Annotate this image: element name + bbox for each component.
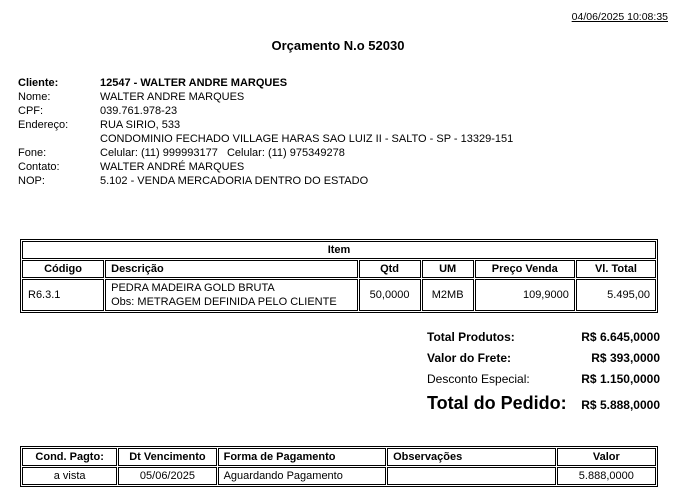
item-row: [22, 279, 656, 311]
col-header-codigo: Código: [22, 260, 104, 278]
items-group-header-row: [22, 241, 656, 259]
address-value2: CONDOMINIO FECHADO VILLAGE HARAS SAO LUIZ II - SALTO - SP - 13329-151: [100, 133, 514, 145]
page-title: Orçamento N.o 52030: [271, 38, 405, 53]
totals-block: [427, 330, 660, 421]
contact-label: Contato:: [18, 161, 60, 173]
item-vl-total: 5.495,00: [576, 279, 656, 311]
total-produtos-label: Total Produtos:: [427, 330, 515, 344]
col-header-cond-pagto: Cond. Pagto:: [22, 448, 117, 466]
address-label: Endereço:: [18, 119, 69, 131]
items-header-row: [22, 260, 656, 278]
valor-frete-row: [427, 351, 660, 365]
total-pedido-value: R$ 5.888,0000: [581, 398, 660, 412]
valor-frete-label: Valor do Frete:: [427, 351, 512, 365]
col-header-dt-vencimento: Dt Vencimento: [118, 448, 216, 466]
address-label2: [18, 132, 100, 146]
payment-forma-pagamento: Aguardando Pagamento: [218, 467, 387, 485]
desconto-especial-value: R$ 1.150,0000: [581, 372, 660, 386]
payment-header-row: [22, 448, 656, 466]
total-pedido-row: [427, 393, 660, 414]
total-pedido-label: Total do Pedido:: [427, 393, 567, 413]
cpf-value: 039.761.978-23: [100, 105, 178, 117]
payment-row: [22, 467, 656, 485]
item-descricao-line1: PEDRA MADEIRA GOLD BRUTA: [111, 282, 275, 294]
item-codigo: R6.3.1: [22, 279, 104, 311]
phone-label: Fone:: [18, 147, 47, 159]
col-header-valor: Valor: [557, 448, 656, 466]
desconto-especial-row: [427, 372, 660, 386]
col-header-qtd: Qtd: [359, 260, 421, 278]
payment-table: [20, 446, 658, 487]
client-value: 12547 - WALTER ANDRE MARQUES: [100, 77, 288, 89]
item-descricao: [105, 279, 357, 311]
cpf-label: CPF:: [18, 105, 44, 117]
items-group-header: Item: [22, 241, 656, 259]
report-timestamp: 04/06/2025 10:08:35: [571, 11, 668, 23]
payment-cond-pagto: a vista: [22, 467, 117, 485]
payment-valor: 5.888,0000: [557, 467, 656, 485]
contact-value: WALTER ANDRÉ MARQUES: [100, 161, 245, 173]
total-produtos-row: [427, 330, 660, 344]
client-info-block: [18, 76, 513, 188]
col-header-um: UM: [422, 260, 474, 278]
valor-frete-value: R$ 393,0000: [591, 351, 660, 365]
nop-value: 5.102 - VENDA MERCADORIA DENTRO DO ESTADO: [100, 175, 369, 187]
payment-dt-vencimento: 05/06/2025: [118, 467, 216, 485]
nop-label: NOP:: [18, 175, 45, 187]
name-label: Nome:: [18, 91, 51, 103]
phone-value: Celular: (11) 999993177 Celular: (11) 975349278: [100, 147, 345, 159]
col-header-preco-venda: Preço Venda: [475, 260, 575, 278]
col-header-vl-total: Vl. Total: [576, 260, 656, 278]
desconto-especial-label: Desconto Especial:: [427, 372, 530, 386]
address-value: RUA SIRIO, 533: [100, 119, 181, 131]
item-descricao-line2: Obs: METRAGEM DEFINIDA PELO CLIENTE: [111, 296, 337, 308]
name-value: WALTER ANDRE MARQUES: [100, 91, 245, 103]
payment-observacoes: [387, 467, 556, 485]
total-produtos-value: R$ 6.645,0000: [581, 330, 660, 344]
col-header-forma-pagamento: Forma de Pagamento: [218, 448, 387, 466]
item-qtd: 50,0000: [359, 279, 421, 311]
client-label: Cliente:: [18, 77, 59, 89]
item-preco-venda: 109,9000: [475, 279, 575, 311]
items-table: [20, 239, 658, 313]
col-header-descricao: Descrição: [105, 260, 357, 278]
col-header-observacoes: Observações: [387, 448, 556, 466]
item-um: M2MB: [422, 279, 474, 311]
